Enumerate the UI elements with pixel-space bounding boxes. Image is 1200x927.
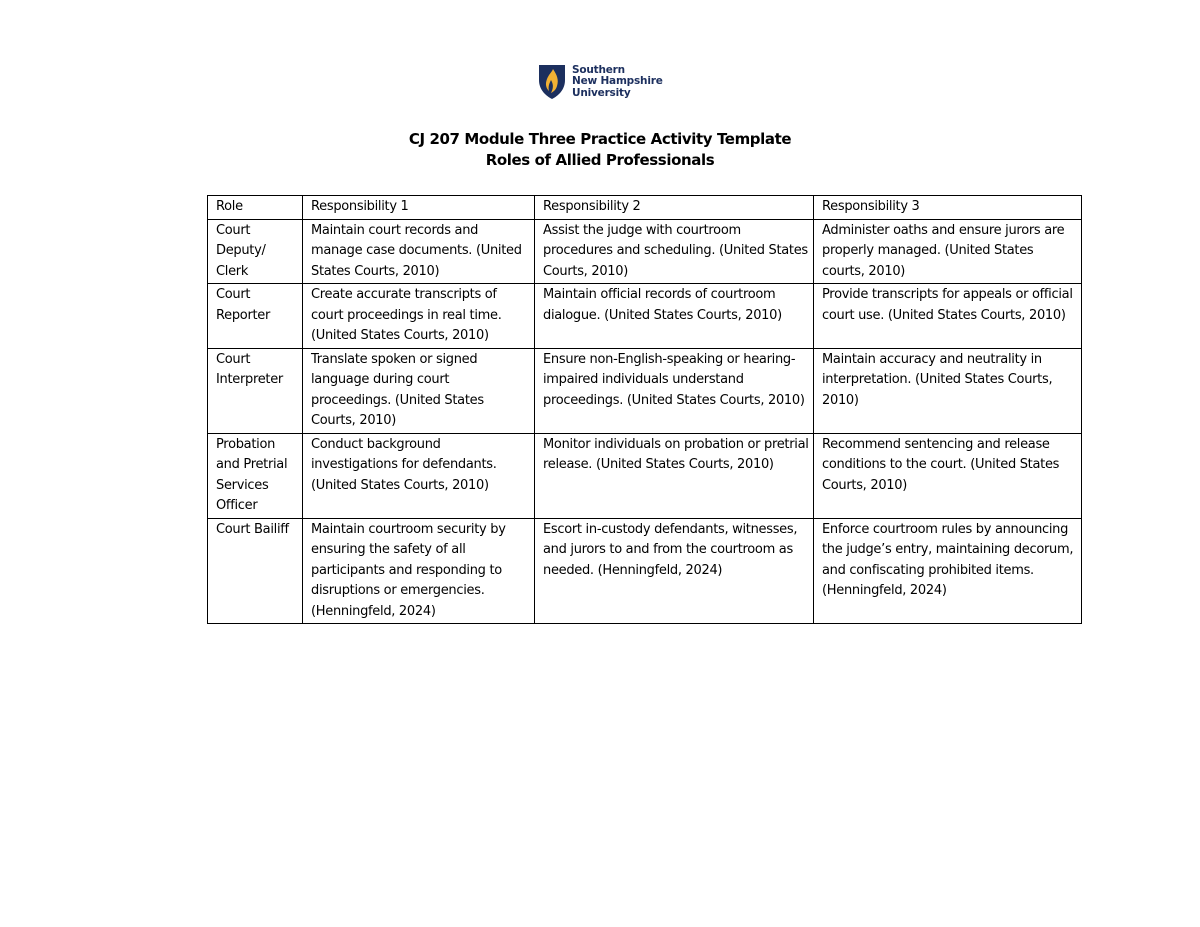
responsibility-1-cell: Translate spoken or signed language during court proceedings. (United States Courts, 2010)	[303, 348, 535, 433]
table-row	[208, 433, 1082, 518]
responsibility-2-cell: Maintain official records of courtroom dialogue. (United States Courts, 2010)	[535, 284, 814, 349]
role-cell: Court Deputy/ Clerk	[208, 219, 303, 284]
title-line-1: CJ 207 Module Three Practice Activity Template	[408, 130, 792, 148]
responsibility-3-cell: Recommend sentencing and release conditions to the court. (United States Courts, 2010)	[814, 433, 1082, 518]
responsibility-3-cell: Enforce courtroom rules by announcing the judge’s entry, maintaining decorum, and confiscating prohibited items. (Henningfeld, 2024)	[814, 518, 1082, 624]
title-line-2: Roles of Allied Professionals	[485, 151, 715, 169]
role-cell: Court Interpreter	[208, 348, 303, 433]
responsibility-2-cell: Ensure non-English-speaking or hearing-impaired individuals understand proceedings. (United States Courts, 2010)	[535, 348, 814, 433]
role-cell: Court Bailiff	[208, 518, 303, 624]
responsibility-3-cell: Maintain accuracy and neutrality in interpretation. (United States Courts, 2010)	[814, 348, 1082, 433]
document-title	[0, 129, 1200, 171]
table-header-row	[208, 196, 1082, 220]
shield-flame-icon	[538, 64, 566, 100]
header-responsibility-2: Responsibility 2	[535, 196, 814, 220]
logo-line-1: Southern	[572, 63, 625, 76]
logo-line-3: University	[572, 86, 631, 99]
responsibility-3-cell: Administer oaths and ensure jurors are properly managed. (United States courts, 2010)	[814, 219, 1082, 284]
table-row	[208, 219, 1082, 284]
university-logo	[538, 64, 663, 100]
role-cell: Court Reporter	[208, 284, 303, 349]
responsibility-2-cell: Escort in-custody defendants, witnesses, and jurors to and from the courtroom as needed. (Henningfeld, 2024)	[535, 518, 814, 624]
logo-line-2: New Hampshire	[572, 75, 663, 88]
logo-wordmark	[572, 65, 663, 100]
header-responsibility-3: Responsibility 3	[814, 196, 1082, 220]
table-row	[208, 348, 1082, 433]
header-role: Role	[208, 196, 303, 220]
responsibility-1-cell: Conduct background investigations for defendants. (United States Courts, 2010)	[303, 433, 535, 518]
header-responsibility-1: Responsibility 1	[303, 196, 535, 220]
responsibility-1-cell: Create accurate transcripts of court proceedings in real time. (United States Courts, 2010)	[303, 284, 535, 349]
table-row	[208, 518, 1082, 624]
roles-table	[207, 195, 1082, 624]
responsibility-2-cell: Monitor individuals on probation or pretrial release. (United States Courts, 2010)	[535, 433, 814, 518]
responsibility-3-cell: Provide transcripts for appeals or official court use. (United States Courts, 2010)	[814, 284, 1082, 349]
responsibility-1-cell: Maintain court records and manage case documents. (United States Courts, 2010)	[303, 219, 535, 284]
responsibility-1-cell: Maintain courtroom security by ensuring the safety of all participants and responding to disruptions or emergencies. (Henningfeld, 2024)	[303, 518, 535, 624]
table-row	[208, 284, 1082, 349]
role-cell: Probation and Pretrial Services Officer	[208, 433, 303, 518]
responsibility-2-cell: Assist the judge with courtroom procedures and scheduling. (United States Courts, 2010)	[535, 219, 814, 284]
